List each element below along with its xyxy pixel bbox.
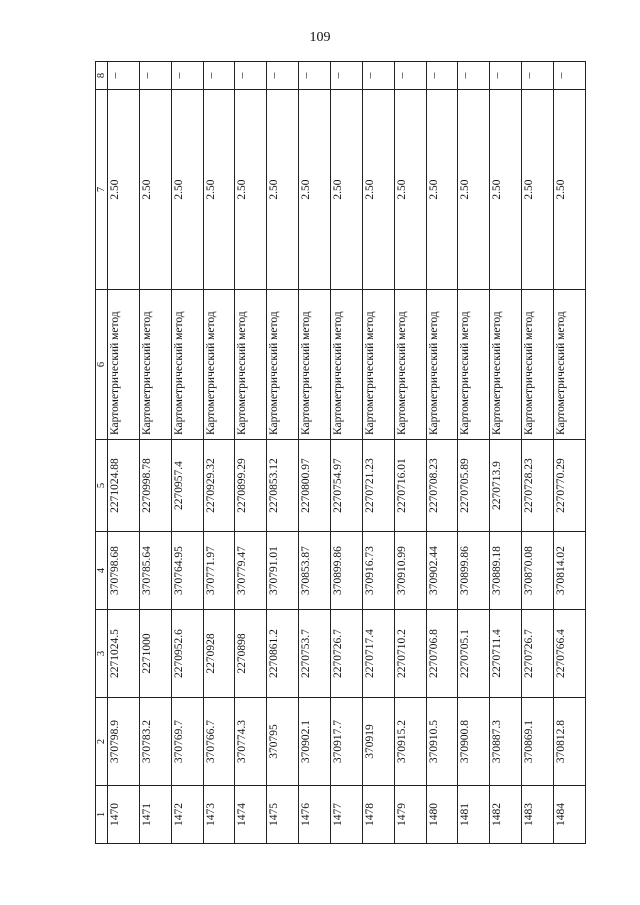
y-coordinate-cell: 2270717.4 <box>362 610 394 698</box>
note-cell: – <box>490 62 522 90</box>
y-coordinate-cell: 2270928 <box>203 610 235 698</box>
accuracy-cell: 2.50 <box>394 90 426 290</box>
x-coordinate-cell: 370916.73 <box>362 532 394 610</box>
y-coordinate-cell: 2271024.88 <box>108 440 140 532</box>
accuracy-cell: 2.50 <box>203 90 235 290</box>
note-cell: – <box>299 62 331 90</box>
column-header: 6 <box>96 290 108 440</box>
y-coordinate-cell: 2271024.5 <box>108 610 140 698</box>
column-header: 1 <box>96 786 108 844</box>
page-number: 109 <box>309 30 331 45</box>
point-number-cell: 1484 <box>554 786 586 844</box>
note-cell: – <box>522 62 554 90</box>
table-row <box>108 62 140 844</box>
x-coordinate-cell: 370769.7 <box>171 698 203 786</box>
note-cell: – <box>426 62 458 90</box>
accuracy-cell: 2.50 <box>108 90 140 290</box>
method-cell: Картометрический метод <box>490 290 522 440</box>
y-coordinate-cell: 2270726.7 <box>331 610 363 698</box>
point-number-cell: 1483 <box>522 786 554 844</box>
method-cell: Картометрический метод <box>203 290 235 440</box>
y-coordinate-cell: 2270705.1 <box>458 610 490 698</box>
method-cell: Картометрический метод <box>394 290 426 440</box>
accuracy-cell: 2.50 <box>235 90 267 290</box>
method-cell: Картометрический метод <box>299 290 331 440</box>
note-cell: – <box>235 62 267 90</box>
note-cell: – <box>362 62 394 90</box>
point-number-cell: 1481 <box>458 786 490 844</box>
x-coordinate-cell: 370779.47 <box>235 532 267 610</box>
column-header: 2 <box>96 698 108 786</box>
header-row <box>96 62 108 844</box>
x-coordinate-cell: 370899.86 <box>331 532 363 610</box>
accuracy-cell: 2.50 <box>267 90 299 290</box>
y-coordinate-cell: 2270728.23 <box>522 440 554 532</box>
x-coordinate-cell: 370791.01 <box>267 532 299 610</box>
accuracy-cell: 2.50 <box>522 90 554 290</box>
note-cell: – <box>171 62 203 90</box>
note-cell: – <box>203 62 235 90</box>
y-coordinate-cell: 2270711.4 <box>490 610 522 698</box>
method-cell: Картометрический метод <box>171 290 203 440</box>
accuracy-cell: 2.50 <box>331 90 363 290</box>
y-coordinate-cell: 2270998.78 <box>139 440 171 532</box>
note-cell: – <box>267 62 299 90</box>
x-coordinate-cell: 370887.3 <box>490 698 522 786</box>
note-cell: – <box>108 62 140 90</box>
x-coordinate-cell: 370766.7 <box>203 698 235 786</box>
column-header: 8 <box>96 62 108 90</box>
column-header: 4 <box>96 532 108 610</box>
point-number-cell: 1474 <box>235 786 267 844</box>
point-number-cell: 1471 <box>139 786 171 844</box>
accuracy-cell: 2.50 <box>426 90 458 290</box>
x-coordinate-cell: 370870.08 <box>522 532 554 610</box>
x-coordinate-cell: 370814.02 <box>554 532 586 610</box>
accuracy-cell: 2.50 <box>490 90 522 290</box>
point-number-cell: 1482 <box>490 786 522 844</box>
table-row <box>299 62 331 844</box>
table-row <box>331 62 363 844</box>
table-row <box>426 62 458 844</box>
accuracy-cell: 2.50 <box>458 90 490 290</box>
note-cell: – <box>554 62 586 90</box>
y-coordinate-cell: 2270716.01 <box>394 440 426 532</box>
method-cell: Картометрический метод <box>362 290 394 440</box>
point-number-cell: 1470 <box>108 786 140 844</box>
y-coordinate-cell: 2270705.89 <box>458 440 490 532</box>
x-coordinate-cell: 370910.5 <box>426 698 458 786</box>
table-row <box>235 62 267 844</box>
accuracy-cell: 2.50 <box>299 90 331 290</box>
x-coordinate-cell: 370783.2 <box>139 698 171 786</box>
table-row <box>522 62 554 844</box>
x-coordinate-cell: 370798.9 <box>108 698 140 786</box>
x-coordinate-cell: 370869.1 <box>522 698 554 786</box>
method-cell: Картометрический метод <box>108 290 140 440</box>
y-coordinate-cell: 2270957.4 <box>171 440 203 532</box>
method-cell: Картометрический метод <box>458 290 490 440</box>
x-coordinate-cell: 370902.1 <box>299 698 331 786</box>
point-number-cell: 1476 <box>299 786 331 844</box>
point-number-cell: 1478 <box>362 786 394 844</box>
column-header: 5 <box>96 440 108 532</box>
y-coordinate-cell: 2270861.2 <box>267 610 299 698</box>
y-coordinate-cell: 2270708.23 <box>426 440 458 532</box>
accuracy-cell: 2.50 <box>362 90 394 290</box>
y-coordinate-cell: 2270800.97 <box>299 440 331 532</box>
table-row <box>203 62 235 844</box>
y-coordinate-cell: 2270952.6 <box>171 610 203 698</box>
x-coordinate-cell: 370899.86 <box>458 532 490 610</box>
coordinates-table <box>95 61 586 844</box>
y-coordinate-cell: 2270710.2 <box>394 610 426 698</box>
table-row <box>554 62 586 844</box>
method-cell: Картометрический метод <box>267 290 299 440</box>
column-header: 7 <box>96 90 108 290</box>
accuracy-cell: 2.50 <box>139 90 171 290</box>
note-cell: – <box>394 62 426 90</box>
note-cell: – <box>458 62 490 90</box>
table-row <box>490 62 522 844</box>
y-coordinate-cell: 2270899.29 <box>235 440 267 532</box>
y-coordinate-cell: 2270753.7 <box>299 610 331 698</box>
x-coordinate-cell: 370795 <box>267 698 299 786</box>
note-cell: – <box>331 62 363 90</box>
table-row <box>458 62 490 844</box>
table-row <box>171 62 203 844</box>
table-row <box>267 62 299 844</box>
method-cell: Картометрический метод <box>331 290 363 440</box>
y-coordinate-cell: 2270713.9 <box>490 440 522 532</box>
method-cell: Картометрический метод <box>235 290 267 440</box>
y-coordinate-cell: 2270706.8 <box>426 610 458 698</box>
y-coordinate-cell: 2270770.29 <box>554 440 586 532</box>
accuracy-cell: 2.50 <box>171 90 203 290</box>
y-coordinate-cell: 2271000 <box>139 610 171 698</box>
note-cell: – <box>139 62 171 90</box>
method-cell: Картометрический метод <box>554 290 586 440</box>
x-coordinate-cell: 370764.95 <box>171 532 203 610</box>
column-header: 3 <box>96 610 108 698</box>
table-row <box>394 62 426 844</box>
x-coordinate-cell: 370889.18 <box>490 532 522 610</box>
table-row <box>139 62 171 844</box>
x-coordinate-cell: 370774.3 <box>235 698 267 786</box>
x-coordinate-cell: 370812.8 <box>554 698 586 786</box>
point-number-cell: 1475 <box>267 786 299 844</box>
accuracy-cell: 2.50 <box>554 90 586 290</box>
rotated-table-frame <box>95 62 586 844</box>
x-coordinate-cell: 370917.7 <box>331 698 363 786</box>
y-coordinate-cell: 2270721.23 <box>362 440 394 532</box>
point-number-cell: 1479 <box>394 786 426 844</box>
y-coordinate-cell: 2270898 <box>235 610 267 698</box>
x-coordinate-cell: 370902.44 <box>426 532 458 610</box>
method-cell: Картометрический метод <box>522 290 554 440</box>
x-coordinate-cell: 370900.8 <box>458 698 490 786</box>
table-row <box>362 62 394 844</box>
y-coordinate-cell: 2270853.12 <box>267 440 299 532</box>
y-coordinate-cell: 2270929.32 <box>203 440 235 532</box>
y-coordinate-cell: 2270766.4 <box>554 610 586 698</box>
method-cell: Картометрический метод <box>139 290 171 440</box>
x-coordinate-cell: 370919 <box>362 698 394 786</box>
point-number-cell: 1477 <box>331 786 363 844</box>
coordinates-table-container <box>95 62 586 844</box>
point-number-cell: 1480 <box>426 786 458 844</box>
point-number-cell: 1473 <box>203 786 235 844</box>
x-coordinate-cell: 370915.2 <box>394 698 426 786</box>
x-coordinate-cell: 370771.97 <box>203 532 235 610</box>
x-coordinate-cell: 370785.64 <box>139 532 171 610</box>
x-coordinate-cell: 370853.87 <box>299 532 331 610</box>
x-coordinate-cell: 370798.68 <box>108 532 140 610</box>
method-cell: Картометрический метод <box>426 290 458 440</box>
x-coordinate-cell: 370910.99 <box>394 532 426 610</box>
y-coordinate-cell: 2270726.7 <box>522 610 554 698</box>
point-number-cell: 1472 <box>171 786 203 844</box>
y-coordinate-cell: 2270754.97 <box>331 440 363 532</box>
